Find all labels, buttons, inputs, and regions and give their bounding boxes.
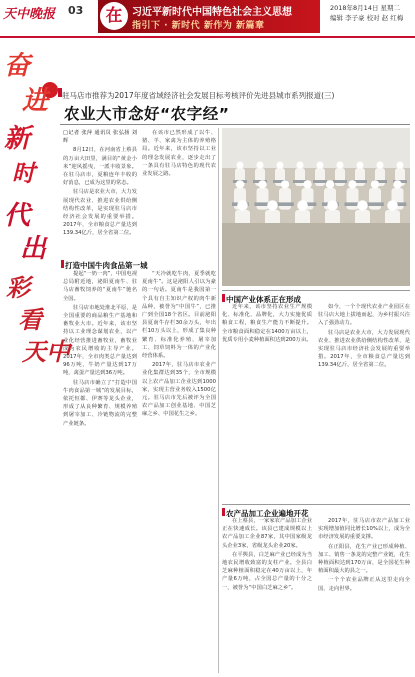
body-paragraph: 在上蔡县，一家家农产品加工企业正在快速成长。该县已建成规模以上农产品加工企业87家，其中国家级龙头企业3家，省级龙头企业20家。: [222, 518, 312, 549]
worker-hat: [337, 162, 344, 169]
banner-char: 进: [22, 86, 49, 116]
body-paragraph: 近年来，该市坚持农业生产规模化、标准化、品牌化，大力实施优质粮食工程，粮食生产能力不断提升。全市粮食面积稳定在1400万亩以上，优质专用小麦种植面积达到200万亩。: [222, 304, 312, 343]
work-table: [367, 202, 384, 206]
banner-char: 彩: [6, 273, 30, 302]
section-divider: [222, 290, 410, 291]
banner-char: 新: [4, 124, 31, 154]
worker-hat: [277, 162, 284, 169]
worker-figure: [315, 168, 325, 186]
worker-figure: [279, 188, 291, 210]
headline-divider: [60, 124, 410, 125]
worker-hat: [236, 180, 244, 188]
body-paragraph: 驻马店是农业大市，大力发展现代农业、推进农业供给侧结构性改革，是实现驻马店市经济社会发展的重要举措。2017年，全市粮食总产量达到139.34亿斤，居全省第二位。: [318, 329, 410, 369]
slogan-line-1: 习近平新时代中国特色社会主义思想: [132, 7, 292, 18]
section-1-column-1: [63, 270, 137, 673]
body-paragraph: 2017年，驻马店市农业产业化集群达到35个，全市规模以上农产品加工企业达到1000家，实现主营业务收入1500亿元。驻马店市先后被评为全国农产品加工创业基地、中国芝麻之乡、中国花生之乡。: [142, 362, 216, 418]
section-badge: 在: [100, 2, 128, 30]
worker-figure: [347, 188, 359, 210]
newspaper-brand: 天中晚报: [3, 7, 56, 22]
intro-column-2: [142, 129, 216, 259]
section-heading: 农产品加工企业遍地开花: [226, 509, 309, 518]
series-line: 驻马店市推荐为2017年度省域经济社会发展目标考核评价先进县城市系列报道(三): [62, 91, 335, 100]
work-table: [333, 180, 347, 183]
subhead-marker: [222, 508, 225, 516]
intro-paragraph: 驻马店是农业大市，大力发展现代农业、推进农业供给侧结构性改革，是实现驻马店市经济社会发展的重要举措。2017年，全市粮食总产量达到139.34亿斤，居全省第二位。: [63, 189, 137, 237]
body-paragraph: 在平舆县，白芝麻产业已经成为当地农民增收致富的支柱产业。全县白芝麻种植面积稳定在40万亩以上，年产量6万吨，占全国总产量的十分之一，被誉为“中国白芝麻之乡”。: [222, 551, 312, 591]
banner-char: 天中: [22, 337, 70, 366]
worker-hat: [327, 200, 338, 211]
article-headline: 农业大市念好“农字经”: [64, 105, 230, 123]
factory-photo: [222, 128, 410, 286]
slogan-line-2: 指引下 · 新时代 新作为 新篇章: [132, 21, 265, 31]
issue-date: 2018年8月14日 星期二: [330, 4, 401, 12]
worker-hat: [281, 180, 289, 188]
body-paragraph: 驻马店市地处淮北平原，是全国重要的商品粮生产基地和畜牧业大市。近年来，该市坚持以工业理念谋划农业，以产业化经营推进畜牧业，畜牧业成为农民增收的主导产业。2017年，全市肉类总产量达到96万吨，牛奶产量达到17万吨，禽蛋产量达到36万吨。: [63, 304, 137, 377]
work-table: [313, 180, 327, 183]
body-paragraph: 一个个农业品牌正从这里走向全国、走向世界。: [318, 577, 410, 592]
banner-char: 代: [4, 201, 31, 231]
column-divider: [218, 128, 219, 673]
byline: □记者 张萍 通讯员 张弘扬 刘 辉: [63, 130, 137, 145]
worker-hat: [387, 200, 398, 211]
worker-hat: [297, 200, 308, 211]
body-paragraph: 如今，一个个现代农业产业园区在驻马店大地上拔地而起，为乡村振兴注入了强劲动力。: [318, 304, 410, 327]
subhead-marker: [61, 260, 64, 268]
section-divider: [222, 504, 410, 505]
body-paragraph: 2017年，驻马店市农产品加工业实现增加值同比增长10%以上，成为全市经济发展的重要支撑。: [318, 518, 410, 541]
section-2-column-1: [222, 303, 312, 503]
body-paragraph: “天冷就吃牛肉，夏季就吃夏南牛”。这是泌阳人引以为豪的一句话。夏南牛是我国第一个具有自主知识产权的肉牛新品种，被誉为“中国牛”，已推广到全国18个省区。目前泌阳县夏南牛存栏30余万头，年出栏10万头以上，形成了集良种繁育、标准化养殖、屠宰加工、饲草饲料为一体的产业化经营体系。: [142, 271, 216, 360]
worker-hat: [303, 180, 311, 188]
worker-hat: [357, 200, 368, 211]
worker-hat: [357, 162, 364, 169]
worker-figure: [335, 168, 345, 186]
banner-char: 时: [12, 160, 35, 187]
section-2-column-2: [318, 303, 410, 503]
banner-char: 奋: [4, 51, 31, 81]
body-paragraph: 在正阳县，花生产业已形成种植、加工、销售一条龙的完整产业链，花生种植面积达到170万亩，是全国花生种植面积最大的县之一。: [318, 543, 410, 575]
work-table: [277, 202, 294, 206]
masthead-divider: [0, 36, 415, 38]
banner-char: 出: [20, 234, 47, 264]
worker-hat: [257, 162, 264, 169]
section-heading: 中国产业体系正在形成: [226, 295, 301, 304]
worker-hat: [397, 162, 404, 169]
worker-hat: [348, 180, 356, 188]
section-1-column-2: [142, 270, 216, 673]
masthead: [0, 0, 415, 44]
worker-hat: [393, 180, 401, 188]
banner-char: 看: [18, 305, 42, 334]
editor-credits: 编辑 李子豪 校对 赵 红梅: [330, 14, 404, 22]
intro-paragraph: 在该市已然形成了以牛、猪、羊、家禽为主体的养殖格局。近年来，该市坚持以工业的理念发展农业，逐步走出了一条具有驻马店特色的现代农业发展之路。: [142, 130, 216, 178]
subhead-marker: [222, 294, 225, 302]
worker-hat: [237, 200, 248, 211]
worker-figure: [257, 188, 269, 210]
page-number: 03: [68, 4, 84, 17]
photo-illustration: [222, 128, 410, 286]
intro-column-1: [63, 129, 137, 259]
worker-hat: [237, 162, 244, 169]
worker-hat: [258, 180, 266, 188]
worker-hat: [371, 180, 379, 188]
intro-paragraph: 8月12日，在河南省上蔡县的万亩大田里，满目的“黄金小米”迎风摇曳，一派丰收景象。在驻马店市，夏粮连年丰收的好消息，已成为这里的常态。: [63, 147, 137, 187]
section-heading: 打造中国牛肉食品第一城: [65, 261, 148, 270]
section-3-column-1: [222, 517, 312, 673]
section-3-column-2: [318, 517, 410, 673]
worker-hat: [326, 180, 334, 188]
worker-hat: [267, 200, 278, 211]
worker-hat: [377, 162, 384, 169]
worker-hat: [297, 162, 304, 169]
worker-hat: [317, 162, 324, 169]
body-paragraph: 驻马店市确立了“打造中国牛肉食品第一城”的发展目标，依托恒都、伊赛等龙头企业，形成了从良种繁育、规模养殖到屠宰加工、冷链物流的完整产业链条。: [63, 379, 137, 427]
worker-figure: [369, 188, 381, 210]
body-paragraph: 提起“一奶一肉”，中国电视总局附近地，泌阳夏南牛、驻马店畜牧饲养的“夏南牛”驰名全国。: [63, 271, 137, 302]
